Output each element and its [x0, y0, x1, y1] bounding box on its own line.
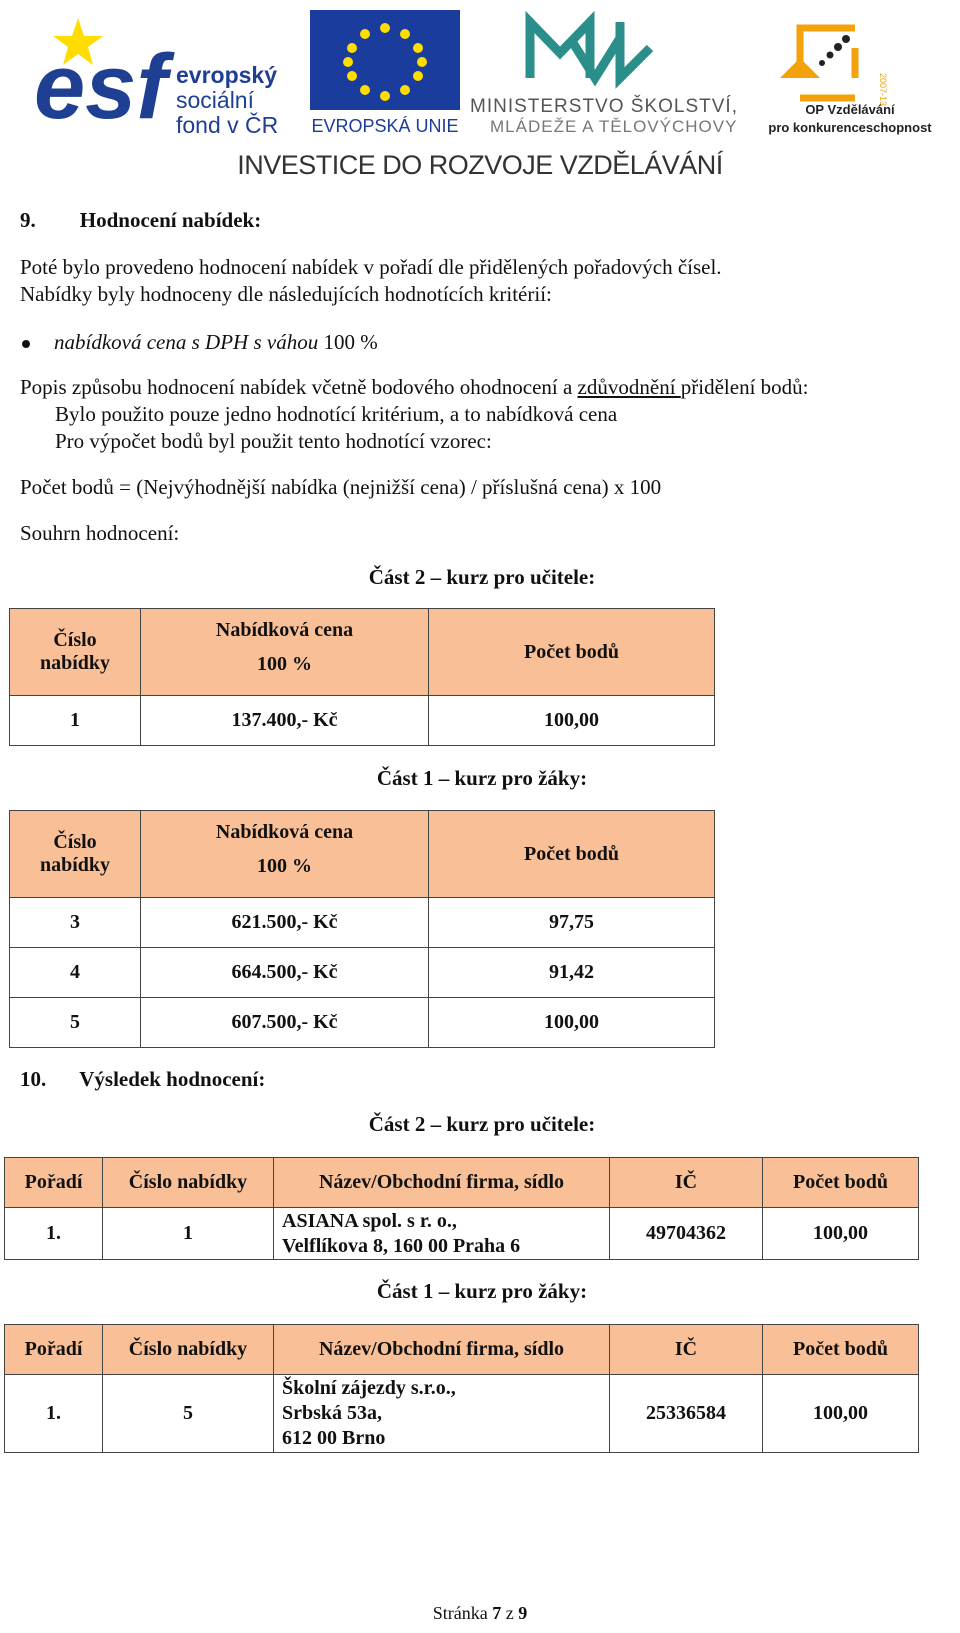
table-row	[5, 1208, 919, 1260]
header-cena: Nabídková cena 100 %	[141, 609, 429, 696]
header-body: Počet bodů	[763, 1325, 919, 1375]
part1-score-table	[9, 810, 715, 1048]
table-row	[10, 948, 715, 998]
eu-label: EVROPSKÁ UNIE	[311, 116, 459, 136]
msmt-line1: MINISTERSTVO ŠKOLSTVÍ,	[470, 96, 738, 117]
cell-body: 91,42	[429, 948, 715, 998]
part2-score-table	[9, 608, 715, 746]
page-number: Stránka 7 z 9	[432, 1603, 528, 1623]
criteria-text: nabídková cena s DPH s váhou	[54, 330, 319, 354]
bullet-icon	[22, 340, 30, 348]
cell-cislo: 5	[103, 1375, 274, 1453]
cell-cena: 621.500,- Kč	[141, 898, 429, 948]
cell-body: 100,00	[429, 998, 715, 1048]
popis-text-a: Popis způsobu hodnocení nabídek včetně bodového ohodnocení a	[20, 375, 578, 399]
msmt-logo	[470, 8, 760, 138]
result-part2-caption: Část 2 – kurz pro učitele:	[368, 1112, 596, 1136]
section9-heading	[20, 208, 261, 233]
header-ic: IČ	[610, 1325, 763, 1375]
header-poradi: Pořadí	[5, 1158, 103, 1208]
criteria-bullet	[22, 328, 378, 356]
part2-caption: Část 2 – kurz pro učitele:	[368, 565, 596, 589]
header-poradi: Pořadí	[5, 1325, 103, 1375]
cell-cislo: 4	[10, 948, 141, 998]
popis-text-underlined: zdůvodnění	[577, 375, 681, 399]
cell-poradi: 1.	[5, 1375, 103, 1453]
method-line2: Pro výpočet bodů byl použit tento hodnotící vzorec:	[55, 429, 492, 453]
esf-mark: esf	[34, 36, 167, 138]
method-line1: Bylo použito pouze jedno hodnotící kritérium, a to nabídková cena	[55, 402, 618, 426]
header-body: Počet bodů	[763, 1158, 919, 1208]
popis-line	[20, 373, 809, 401]
op-line2: pro konkurenceschopnost	[768, 120, 932, 135]
header-ic: IČ	[610, 1158, 763, 1208]
table-row	[5, 1375, 919, 1453]
table-row	[10, 998, 715, 1048]
cell-cislo: 1	[10, 696, 141, 746]
esf-line3: fond v ČR	[176, 112, 279, 138]
criteria-weight: 100 %	[318, 330, 378, 354]
msmt-mark-icon	[530, 22, 650, 78]
popis-text-b: přidělení bodů:	[680, 375, 809, 399]
op-years: 2007-13	[878, 73, 888, 107]
esf-line1: evropský	[176, 62, 278, 88]
cell-body: 100,00	[429, 696, 715, 746]
section9-p1: Poté bylo provedeno hodnocení nabídek v pořadí dle přidělených pořadových čísel.	[20, 255, 722, 279]
header-cena: Nabídková cena 100 %	[141, 811, 429, 898]
header-body: Počet bodů	[429, 811, 715, 898]
section9-number: 9.	[20, 208, 36, 232]
cell-nazev: Školní zájezdy s.r.o., Srbská 53a, 612 00 Brno	[274, 1375, 610, 1453]
section9-title: Hodnocení nabídek:	[79, 208, 262, 232]
header-cislo: Číslo nabídky	[103, 1325, 274, 1375]
cell-body: 100,00	[763, 1375, 919, 1453]
cell-cislo: 1	[103, 1208, 274, 1260]
result-part2-table	[4, 1157, 919, 1260]
op-logo	[760, 8, 945, 138]
msmt-line2: MLÁDEŽE A TĚLOVÝCHOVY	[490, 117, 738, 136]
section9-p2: Nabídky byly hodnoceny dle následujících hodnotících kritérií:	[20, 282, 552, 306]
cell-body: 100,00	[763, 1208, 919, 1260]
op-line1: OP Vzdělávání	[805, 102, 895, 117]
section10-number: 10.	[20, 1067, 47, 1091]
cell-ic: 25336584	[610, 1375, 763, 1453]
table-row	[10, 898, 715, 948]
header-cislo: Číslo nabídky	[103, 1158, 274, 1208]
header-body: Počet bodů	[429, 609, 715, 696]
cell-cena: 664.500,- Kč	[141, 948, 429, 998]
esf-line2: sociální	[176, 87, 254, 113]
result-part1-table	[4, 1324, 919, 1453]
result-part1-caption: Část 1 – kurz pro žáky:	[376, 1279, 588, 1303]
cell-cislo: 3	[10, 898, 141, 948]
cell-cislo: 5	[10, 998, 141, 1048]
cell-nazev: ASIANA spol. s r. o., Velflíkova 8, 160 00 Praha 6	[274, 1208, 610, 1260]
cell-poradi: 1.	[5, 1208, 103, 1260]
header-cislo: Číslo nabídky	[10, 811, 141, 898]
header-nazev: Název/Obchodní firma, sídlo	[274, 1158, 610, 1208]
investice-slogan: INVESTICE DO ROZVOJE VZDĚLÁVÁNÍ	[237, 150, 723, 180]
header-nazev: Název/Obchodní firma, sídlo	[274, 1325, 610, 1375]
esf-logo	[30, 8, 292, 138]
section10-title: Výsledek hodnocení:	[79, 1067, 266, 1091]
formula: Počet bodů = (Nejvýhodnější nabídka (nejnižší cena) / příslušná cena) x 100	[20, 475, 662, 499]
part1-caption: Část 1 – kurz pro žáky:	[376, 766, 588, 790]
section10-heading	[20, 1067, 265, 1092]
cell-cena: 137.400,- Kč	[141, 696, 429, 746]
cell-cena: 607.500,- Kč	[141, 998, 429, 1048]
cell-ic: 49704362	[610, 1208, 763, 1260]
souhrn-label: Souhrn hodnocení:	[20, 521, 180, 545]
table-row	[10, 696, 715, 746]
eu-logo	[310, 10, 460, 138]
cell-body: 97,75	[429, 898, 715, 948]
header-cislo: Číslo nabídky	[10, 609, 141, 696]
